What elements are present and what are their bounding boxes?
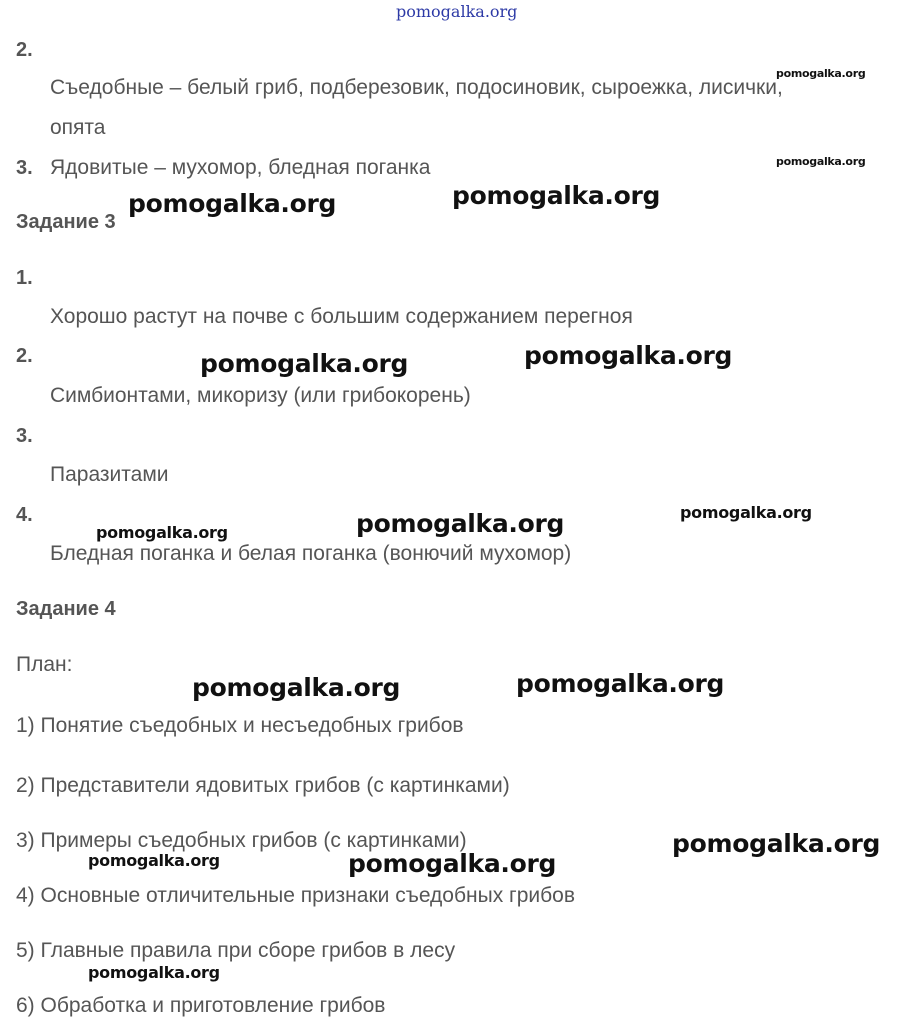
watermark: pomogalka.org	[672, 829, 881, 858]
item-number: 1.	[16, 267, 33, 289]
answer-text: Хорошо растут на почве с большим содержанием перегноя	[50, 305, 633, 328]
watermark: pomogalka.org	[516, 669, 725, 698]
item-number: 2.	[16, 345, 33, 367]
plan-item: 1) Понятие съедобных и несъедобных грибов	[16, 714, 464, 737]
answer-text: Съедобные – белый гриб, подберезовик, подосиновик, сыроежка, лисички,	[50, 76, 783, 99]
answer-text: Паразитами	[50, 463, 169, 486]
answer-text: Бледная поганка и белая поганка (вонючий мухомор)	[50, 542, 572, 565]
item-number: 3.	[16, 425, 33, 447]
plan-item: 2) Представители ядовитых грибов (с картинками)	[16, 774, 510, 797]
watermark: pomogalka.org	[200, 349, 409, 378]
watermark: pomogalka.org	[348, 849, 557, 878]
watermark-top: pomogalka.org	[396, 2, 518, 21]
plan-item: 6) Обработка и приготовление грибов	[16, 994, 386, 1017]
watermark: pomogalka.org	[356, 509, 565, 538]
plan-item: 5) Главные правила при сборе грибов в лесу	[16, 939, 456, 962]
plan-label: План:	[16, 653, 73, 676]
watermark: pomogalka.org	[776, 155, 866, 168]
plan-item: 3) Примеры съедобных грибов (с картинками)	[16, 829, 467, 852]
watermark: pomogalka.org	[88, 963, 220, 982]
watermark: pomogalka.org	[192, 673, 401, 702]
section-heading: Задание 4	[16, 598, 116, 620]
item-number: 2.	[16, 39, 33, 61]
answer-text: опята	[50, 116, 106, 139]
watermark: pomogalka.org	[128, 189, 337, 218]
watermark: pomogalka.org	[680, 503, 812, 522]
watermark: pomogalka.org	[524, 341, 733, 370]
answer-text: Ядовитые – мухомор, бледная поганка	[50, 156, 431, 179]
answer-text: Симбионтами, микоризу (или грибокорень)	[50, 384, 471, 407]
watermark: pomogalka.org	[88, 851, 220, 870]
section-heading: Задание 3	[16, 211, 116, 233]
watermark: pomogalka.org	[452, 181, 661, 210]
watermark: pomogalka.org	[776, 67, 866, 80]
item-number: 3.	[16, 157, 33, 179]
watermark: pomogalka.org	[96, 523, 228, 542]
plan-item: 4) Основные отличительные признаки съедобных грибов	[16, 884, 575, 907]
item-number: 4.	[16, 504, 33, 526]
